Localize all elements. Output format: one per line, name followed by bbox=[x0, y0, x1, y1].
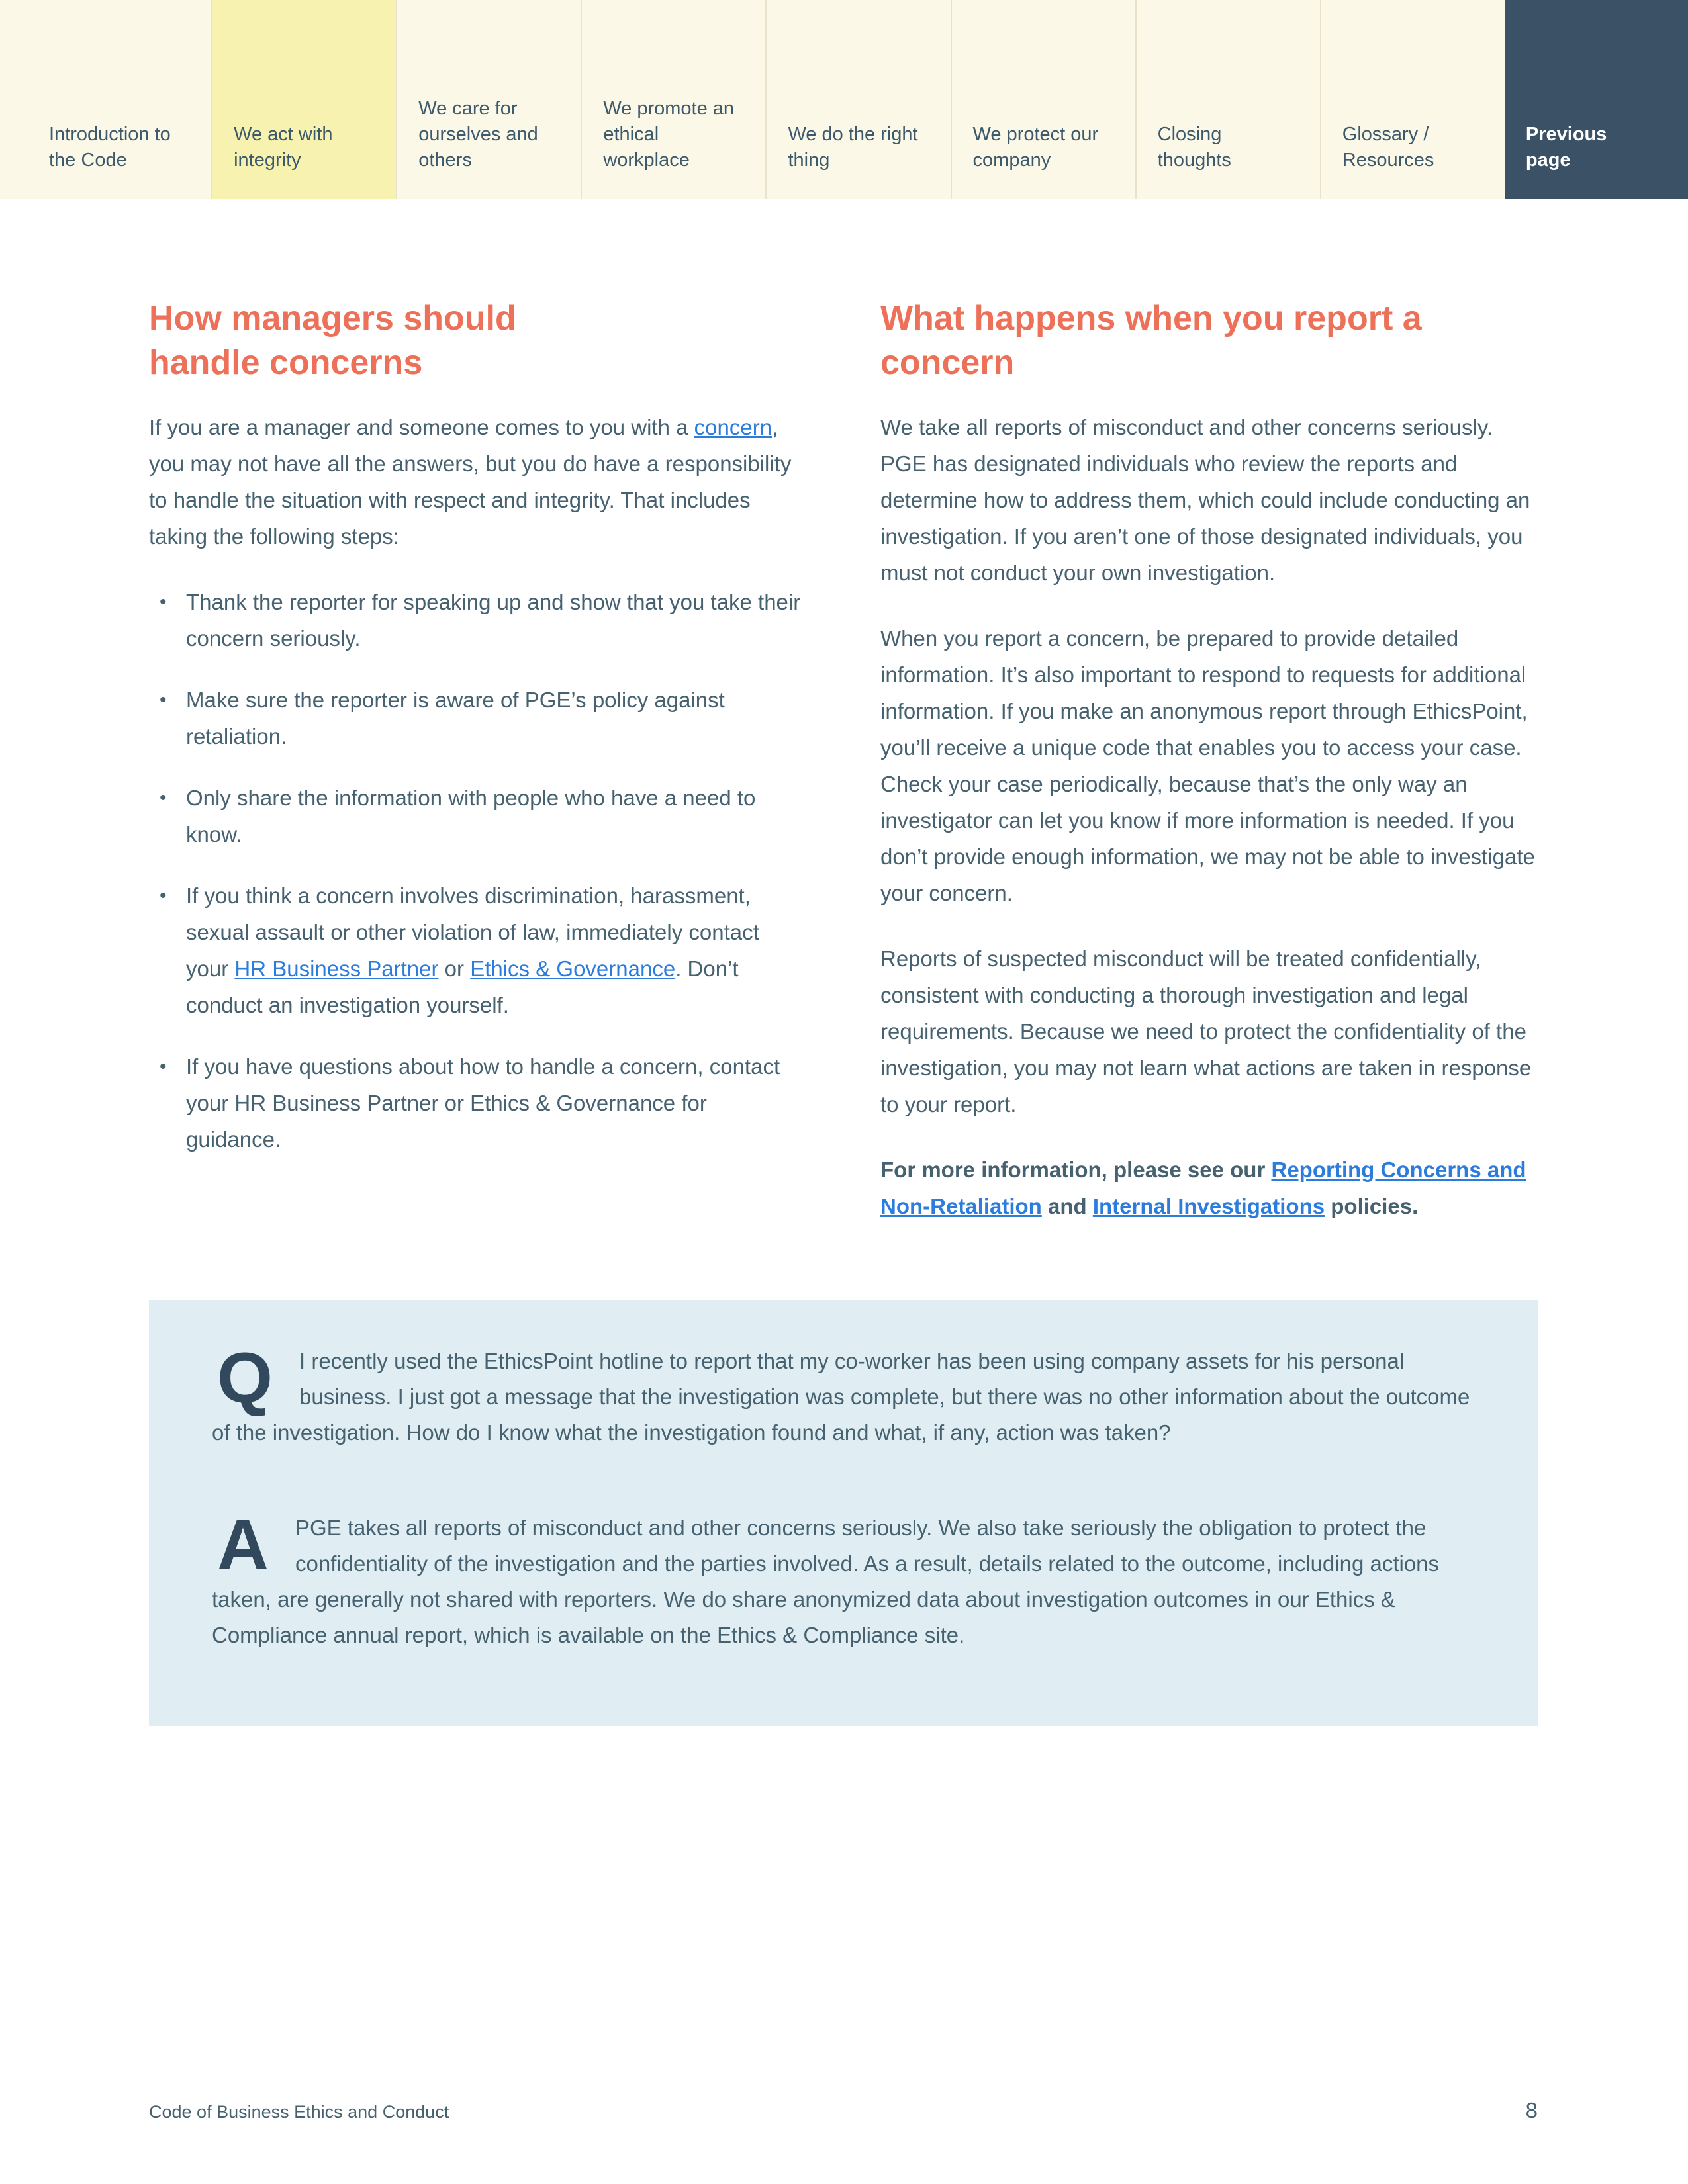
section-heading-managers: How managers should handle concerns bbox=[149, 299, 516, 382]
right-column bbox=[880, 296, 1538, 1253]
list-item-text: . Don’t conduct an investigation yourself. bbox=[186, 956, 739, 1017]
question-letter: Q bbox=[217, 1338, 273, 1418]
list-item-text: If you think a concern involves discrimination, harassment, sexual assault or other violation of law, immediately contact your bbox=[186, 884, 759, 981]
tab-label: Glossary / Resources bbox=[1342, 124, 1434, 171]
tab-introduction-to-the-code[interactable] bbox=[0, 0, 211, 199]
tab-we-act-with-integrity[interactable] bbox=[211, 0, 396, 199]
tab-we-promote-an-ethical-workplace[interactable] bbox=[581, 0, 765, 199]
internal-investigations-policy-link[interactable]: Internal Investigations bbox=[1092, 1194, 1325, 1218]
tab-label: Previous page bbox=[1525, 124, 1607, 171]
more-info-text: policies. bbox=[1325, 1194, 1419, 1218]
list-item-text: Only share the information with people who have a need to know. bbox=[186, 786, 756, 846]
list-item bbox=[149, 584, 806, 657]
tab-label: Introduction to the Code bbox=[49, 124, 171, 171]
list-item-text: Thank the reporter for speaking up and show that you take their concern seriously. bbox=[186, 590, 801, 651]
top-nav bbox=[0, 0, 1688, 199]
report-paragraph-3: Reports of suspected misconduct will be treated confidentially, consistent with conducting a thorough investigation and legal requirements. Because we need to protect the confidentiality of the investigation, you may not learn what actions are taken in response to your report. bbox=[880, 946, 1532, 1116]
more-information-paragraph bbox=[880, 1152, 1538, 1224]
list-item-text: Make sure the reporter is aware of PGE’s policy against retaliation. bbox=[186, 688, 725, 749]
left-column bbox=[149, 296, 806, 1253]
list-item bbox=[149, 878, 806, 1023]
list-item bbox=[149, 780, 806, 852]
tab-closing-thoughts[interactable] bbox=[1135, 0, 1320, 199]
bullet-icon: • bbox=[160, 1056, 167, 1077]
manager-steps-list bbox=[149, 584, 806, 1158]
tab-label: We protect our company bbox=[972, 124, 1099, 171]
list-item-text bbox=[186, 878, 806, 1023]
managers-intro-paragraph bbox=[149, 409, 806, 555]
document-title: Code of Business Ethics and Conduct bbox=[149, 2102, 449, 2122]
list-item bbox=[149, 682, 806, 754]
answer-letter: A bbox=[217, 1504, 269, 1584]
tab-glossary-resources[interactable] bbox=[1320, 0, 1505, 199]
bullet-icon: • bbox=[160, 689, 167, 711]
section-heading-report-concern: What happens when you report a concern bbox=[880, 299, 1422, 382]
bullet-icon: • bbox=[160, 591, 167, 613]
list-item-text: If you have questions about how to handle a concern, contact your HR Business Partner or Ethics & Governance for guidance. bbox=[186, 1054, 780, 1152]
tab-label: We act with integrity bbox=[234, 124, 333, 171]
question-text: I recently used the EthicsPoint hotline to report that my co-worker has been using company assets for his personal business. I just got a message that the investigation was complete, but there was no other information about the outcome of the investigation. How do I know what the investigation found and what, if any, action was taken? bbox=[212, 1349, 1470, 1445]
list-item bbox=[149, 1048, 806, 1158]
tab-we-care-for-ourselves-and-others[interactable] bbox=[396, 0, 581, 199]
page-footer bbox=[149, 2098, 1538, 2123]
hr-business-partner-link[interactable]: HR Business Partner bbox=[234, 956, 439, 981]
more-info-text: For more information, please see our bbox=[880, 1158, 1272, 1182]
tab-label: We do the right thing bbox=[788, 124, 918, 171]
page-number: 8 bbox=[1525, 2098, 1538, 2122]
answer-block bbox=[212, 1504, 1475, 1653]
intro-text: , you may not have all the answers, but you do have a responsibility to handle the situation with respect and integrity. That includes taking the following steps: bbox=[149, 415, 792, 549]
list-item-text: or bbox=[438, 956, 471, 981]
question-block bbox=[212, 1338, 1475, 1451]
tab-we-protect-our-company[interactable] bbox=[951, 0, 1135, 199]
more-info-text: and bbox=[1041, 1194, 1093, 1218]
tab-label: We care for ourselves and others bbox=[418, 98, 538, 171]
reporting-concerns-policy-link[interactable]: Reporting Concerns and Non-Retaliation bbox=[880, 1158, 1526, 1218]
answer-text: PGE takes all reports of misconduct and other concerns seriously. We also take seriously the obligation to protect the confidentiality of the investigation and the parties involved. As a result, details related to the outcome, including actions taken, are generally not shared with reporters. We do share anonymized data about investigation outcomes in our Ethics & Compliance annual report, which is available on the Ethics & Compliance site. bbox=[212, 1516, 1440, 1647]
report-paragraph-2: When you report a concern, be prepared to provide detailed information. It’s also important to respond to requests for additional information. If you make an anonymous report through EthicsPoint, you’ll receive a unique code that enables you to access your case. Check your case periodically, because that’s the only way an investigator can let you know if more information is needed. If you don’t provide enough information, we may not be able to investigate your concern. bbox=[880, 626, 1535, 905]
question-answer-box bbox=[149, 1300, 1538, 1726]
intro-text: If you are a manager and someone comes to you with a bbox=[149, 415, 694, 439]
concern-link[interactable]: concern bbox=[694, 415, 773, 439]
tab-label: We promote an ethical workplace bbox=[603, 98, 735, 171]
previous-page-button[interactable] bbox=[1505, 0, 1688, 199]
bullet-icon: • bbox=[160, 885, 167, 907]
main-content bbox=[0, 199, 1688, 1253]
ethics-governance-link[interactable]: Ethics & Governance bbox=[470, 956, 676, 981]
bullet-icon: • bbox=[160, 787, 167, 809]
tab-label: Closing thoughts bbox=[1157, 124, 1231, 171]
tab-we-do-the-right-thing[interactable] bbox=[765, 0, 950, 199]
report-paragraph-1: We take all reports of misconduct and other concerns seriously. PGE has designated individuals who review the reports and determine how to address them, which could include conducting an investigation. If you aren’t one of those designated individuals, you must not conduct your own investigation. bbox=[880, 415, 1530, 585]
